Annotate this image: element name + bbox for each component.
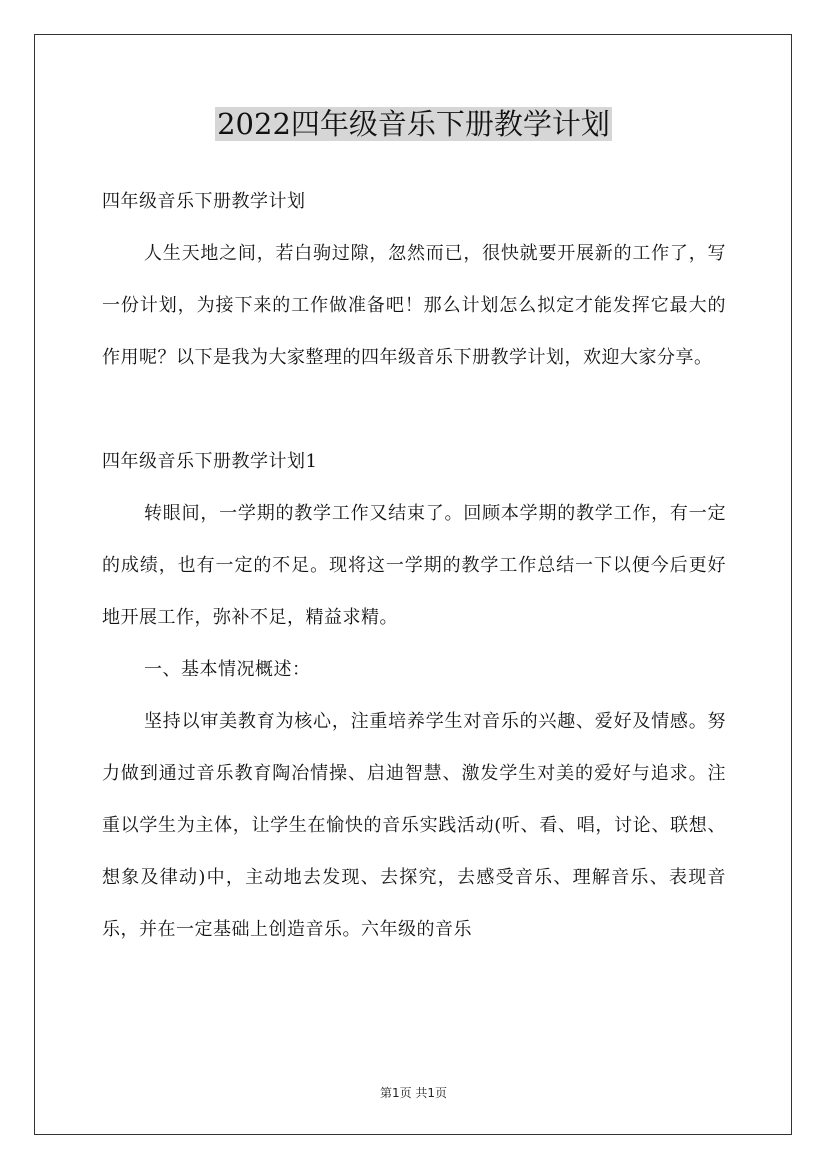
intro-paragraph: 人生天地之间，若白驹过隙，忽然而已，很快就要开展新的工作了，写一份计划，为接下来的工作做准备吧！那么计划怎么拟定才能发挥它最大的作用呢？以下是我为大家整理的四年级音乐下册教学计划，欢迎大家分享。 bbox=[102, 243, 726, 368]
section-heading-1: 四年级音乐下册教学计划1 bbox=[102, 451, 318, 472]
section-heading: 四年级音乐下册教学计划 bbox=[102, 191, 306, 212]
subsection-heading: 一、基本情况概述： bbox=[144, 659, 311, 680]
document-body bbox=[102, 176, 726, 956]
document-title-container bbox=[0, 104, 827, 144]
page-footer: 第1页 共1页 bbox=[379, 1086, 448, 1100]
document-title: 2022四年级音乐下册教学计划 bbox=[217, 107, 610, 141]
body-paragraph: 转眼间，一学期的教学工作又结束了。回顾本学期的教学工作，有一定的成绩，也有一定的不足。现将这一学期的教学工作总结一下以便今后更好地开展工作，弥补不足，精益求精。 bbox=[102, 503, 726, 628]
body-paragraph: 坚持以审美教育为核心，注重培养学生对音乐的兴趣、爱好及情感。努力做到通过音乐教育陶冶情操、启迪智慧、激发学生对美的爱好与追求。注重以学生为主体，让学生在愉快的音乐实践活动(听、看、唱，讨论、联想、想象及律动)中，主动地去发现、去探究，去感受音乐、理解音乐、表现音乐，并在一定基础上创造音乐。六年级的音乐 bbox=[102, 711, 726, 940]
blank-line bbox=[102, 384, 726, 436]
